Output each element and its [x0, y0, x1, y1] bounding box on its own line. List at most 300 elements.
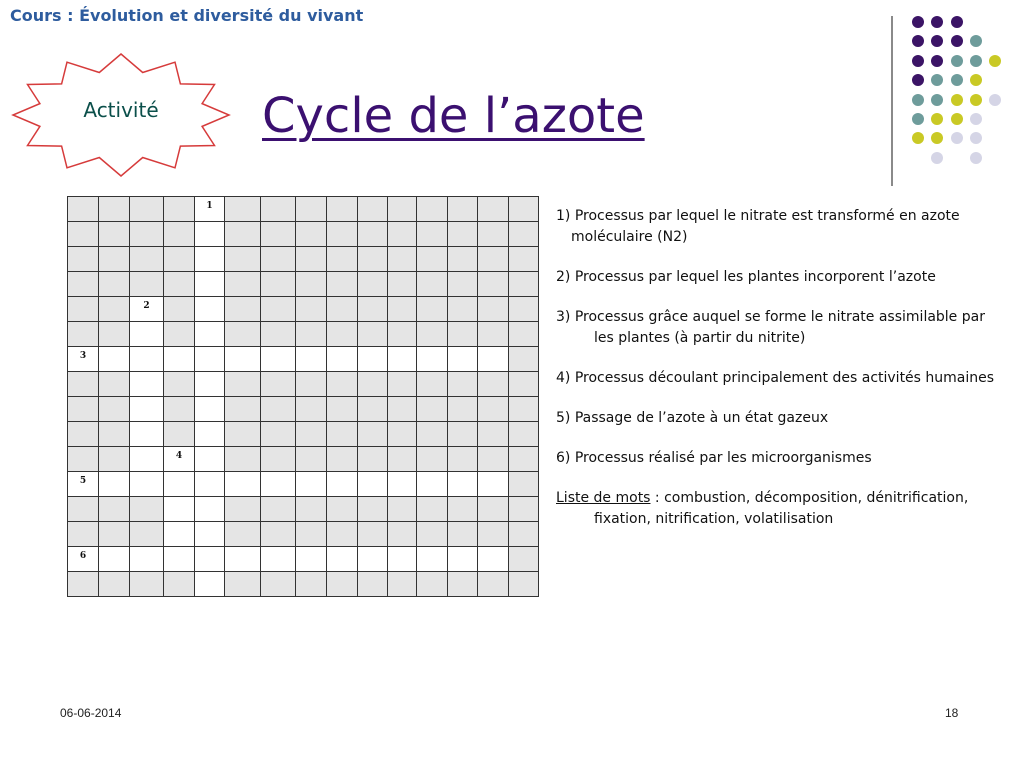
blank-cell — [68, 497, 99, 522]
blank-cell — [68, 522, 99, 547]
blank-cell — [296, 422, 327, 447]
clue-item-text: Processus réalisé par les microorganismes — [574, 450, 872, 466]
blank-cell — [509, 197, 539, 222]
blank-cell — [225, 297, 261, 322]
blank-cell — [509, 322, 539, 347]
blank-cell — [509, 397, 539, 422]
blank-cell — [358, 447, 388, 472]
answer-cell[interactable] — [225, 472, 261, 497]
dot-lavender — [970, 152, 982, 164]
blank-cell — [509, 422, 539, 447]
answer-cell[interactable] — [225, 547, 261, 572]
grid-row — [68, 322, 539, 347]
blank-cell — [388, 247, 417, 272]
blank-cell — [358, 497, 388, 522]
dot-lavender — [970, 132, 982, 144]
blank-cell — [68, 397, 99, 422]
blank-cell — [225, 372, 261, 397]
blank-cell — [99, 247, 130, 272]
blank-cell — [130, 247, 164, 272]
answer-cell[interactable] — [130, 547, 164, 572]
blank-cell — [478, 522, 509, 547]
blank-cell — [68, 572, 99, 597]
blank-cell — [164, 272, 195, 297]
answer-cell[interactable] — [195, 222, 225, 247]
blank-cell — [261, 222, 296, 247]
word-list — [556, 488, 996, 530]
blank-cell — [478, 497, 509, 522]
blank-cell — [358, 322, 388, 347]
answer-cell[interactable] — [164, 522, 195, 547]
blank-cell — [478, 572, 509, 597]
grid-row — [68, 447, 539, 472]
blank-cell — [261, 522, 296, 547]
grid-row — [68, 222, 539, 247]
blank-cell — [225, 447, 261, 472]
blank-cell — [296, 197, 327, 222]
blank-cell — [296, 497, 327, 522]
blank-cell — [509, 497, 539, 522]
dot-yellow — [951, 94, 963, 106]
blank-cell — [130, 572, 164, 597]
answer-cell[interactable] — [195, 372, 225, 397]
answer-cell[interactable] — [99, 347, 130, 372]
blank-cell — [388, 447, 417, 472]
answer-cell[interactable] — [195, 322, 225, 347]
blank-cell — [261, 272, 296, 297]
blank-cell — [68, 222, 99, 247]
answer-cell[interactable] — [68, 472, 99, 497]
blank-cell — [448, 572, 478, 597]
answer-cell[interactable] — [195, 297, 225, 322]
blank-cell — [164, 397, 195, 422]
blank-cell — [358, 247, 388, 272]
blank-cell — [417, 297, 448, 322]
grid-row — [68, 422, 539, 447]
answer-cell[interactable] — [448, 547, 478, 572]
clue-item — [556, 206, 996, 248]
blank-cell — [358, 572, 388, 597]
blank-cell — [261, 322, 296, 347]
grid-row — [68, 497, 539, 522]
answer-cell[interactable] — [195, 497, 225, 522]
blank-cell — [509, 472, 539, 497]
blank-cell — [509, 222, 539, 247]
answer-cell[interactable] — [195, 247, 225, 272]
blank-cell — [99, 447, 130, 472]
dot-purple — [912, 55, 924, 67]
blank-cell — [164, 372, 195, 397]
blank-cell — [99, 522, 130, 547]
clue-number: 5 — [79, 476, 87, 486]
clue-item-text: Processus par lequel le nitrate est transformé en azote moléculaire (N2) — [571, 208, 960, 245]
blank-cell — [164, 422, 195, 447]
dot-teal — [970, 55, 982, 67]
blank-cell — [417, 272, 448, 297]
word-list-words: combustion, décomposition, dénitrification, fixation, nitrification, volatilisation — [594, 490, 969, 527]
blank-cell — [448, 272, 478, 297]
clue-item-number: 4) — [556, 370, 571, 386]
answer-cell[interactable] — [130, 397, 164, 422]
blank-cell — [225, 247, 261, 272]
dot-purple — [931, 55, 943, 67]
answer-cell[interactable] — [164, 472, 195, 497]
dot-purple — [931, 16, 943, 28]
answer-cell[interactable] — [327, 547, 358, 572]
clue-item-number: 1) — [556, 208, 571, 224]
clue-item-number: 6) — [556, 450, 571, 466]
blank-cell — [448, 197, 478, 222]
word-list-separator: : — [650, 490, 665, 506]
blank-cell — [388, 572, 417, 597]
answer-cell[interactable] — [448, 472, 478, 497]
blank-cell — [417, 422, 448, 447]
answer-cell[interactable] — [327, 347, 358, 372]
blank-cell — [478, 447, 509, 472]
answer-cell[interactable] — [478, 547, 509, 572]
blank-cell — [417, 447, 448, 472]
blank-cell — [99, 222, 130, 247]
dot-yellow — [970, 74, 982, 86]
blank-cell — [478, 247, 509, 272]
blank-cell — [327, 197, 358, 222]
answer-cell[interactable] — [448, 347, 478, 372]
clue-number: 1 — [206, 201, 213, 211]
blank-cell — [164, 322, 195, 347]
answer-cell[interactable] — [99, 547, 130, 572]
blank-cell — [478, 422, 509, 447]
blank-cell — [296, 372, 327, 397]
blank-cell — [448, 422, 478, 447]
blank-cell — [261, 297, 296, 322]
blank-cell — [388, 522, 417, 547]
dot-yellow — [951, 113, 963, 125]
blank-cell — [225, 497, 261, 522]
crossword-grid — [67, 196, 539, 597]
blank-cell — [478, 372, 509, 397]
activity-badge — [10, 52, 232, 178]
dot-yellow — [970, 94, 982, 106]
blank-cell — [417, 497, 448, 522]
dot-purple — [912, 16, 924, 28]
footer-date: 06-06-2014 — [60, 706, 122, 720]
answer-cell[interactable] — [358, 472, 388, 497]
blank-cell — [225, 572, 261, 597]
blank-cell — [448, 322, 478, 347]
answer-cell[interactable] — [164, 347, 195, 372]
dot-yellow — [989, 55, 1001, 67]
clue-item-text: Processus grâce auquel se forme le nitrate assimilable par les plantes (à partir du nitrite) — [574, 309, 985, 346]
blank-cell — [296, 572, 327, 597]
answer-cell[interactable] — [296, 347, 327, 372]
clue-item — [556, 368, 996, 389]
dot-purple — [931, 35, 943, 47]
divider-line — [891, 16, 893, 186]
answer-cell[interactable] — [130, 422, 164, 447]
blank-cell — [68, 197, 99, 222]
blank-cell — [130, 497, 164, 522]
slide-number: 18 — [945, 706, 959, 720]
answer-cell[interactable] — [358, 347, 388, 372]
dot-teal — [970, 35, 982, 47]
dot-yellow — [931, 132, 943, 144]
answer-cell[interactable] — [417, 472, 448, 497]
dot-teal — [912, 94, 924, 106]
clue-item-number: 5) — [556, 410, 571, 426]
answer-cell[interactable] — [130, 322, 164, 347]
blank-cell — [164, 297, 195, 322]
blank-cell — [225, 222, 261, 247]
answer-cell[interactable] — [296, 547, 327, 572]
blank-cell — [327, 422, 358, 447]
blank-cell — [327, 322, 358, 347]
blank-cell — [99, 497, 130, 522]
answer-cell[interactable] — [261, 472, 296, 497]
blank-cell — [448, 447, 478, 472]
blank-cell — [509, 547, 539, 572]
blank-cell — [327, 372, 358, 397]
blank-cell — [448, 297, 478, 322]
blank-cell — [68, 422, 99, 447]
blank-cell — [225, 522, 261, 547]
blank-cell — [296, 272, 327, 297]
answer-cell[interactable] — [164, 547, 195, 572]
blank-cell — [388, 197, 417, 222]
answer-cell[interactable] — [358, 547, 388, 572]
blank-cell — [509, 272, 539, 297]
blank-cell — [417, 372, 448, 397]
blank-cell — [327, 397, 358, 422]
grid-row — [68, 272, 539, 297]
blank-cell — [388, 322, 417, 347]
blank-cell — [130, 197, 164, 222]
blank-cell — [296, 447, 327, 472]
clue-item — [556, 408, 996, 429]
clue-item-number: 2) — [556, 269, 571, 285]
blank-cell — [448, 397, 478, 422]
blank-cell — [358, 422, 388, 447]
blank-cell — [225, 272, 261, 297]
grid-row — [68, 197, 539, 222]
dot-teal — [931, 94, 943, 106]
answer-cell[interactable] — [417, 347, 448, 372]
blank-cell — [99, 372, 130, 397]
blank-cell — [68, 272, 99, 297]
blank-cell — [225, 422, 261, 447]
dot-purple — [912, 74, 924, 86]
clue-item — [556, 307, 996, 349]
grid-row — [68, 372, 539, 397]
blank-cell — [388, 372, 417, 397]
answer-cell[interactable] — [195, 347, 225, 372]
answer-cell[interactable] — [388, 547, 417, 572]
blank-cell — [327, 222, 358, 247]
blank-cell — [448, 522, 478, 547]
answer-cell[interactable] — [130, 297, 164, 322]
blank-cell — [225, 322, 261, 347]
blank-cell — [99, 272, 130, 297]
blank-cell — [261, 372, 296, 397]
dot-lavender — [989, 94, 1001, 106]
blank-cell — [261, 497, 296, 522]
blank-cell — [99, 422, 130, 447]
blank-cell — [327, 522, 358, 547]
blank-cell — [417, 572, 448, 597]
blank-cell — [261, 197, 296, 222]
answer-cell[interactable] — [130, 372, 164, 397]
course-header: Cours : Évolution et diversité du vivant — [10, 6, 364, 25]
badge-label: Activité — [83, 98, 159, 122]
blank-cell — [417, 322, 448, 347]
blank-cell — [358, 197, 388, 222]
blank-cell — [509, 522, 539, 547]
blank-cell — [478, 397, 509, 422]
blank-cell — [164, 572, 195, 597]
blank-cell — [388, 497, 417, 522]
blank-cell — [164, 197, 195, 222]
clue-number: 3 — [79, 351, 87, 361]
answer-cell[interactable] — [68, 347, 99, 372]
dot-purple — [951, 35, 963, 47]
clue-item — [556, 267, 996, 288]
answer-cell[interactable] — [296, 472, 327, 497]
blank-cell — [296, 322, 327, 347]
dot-lavender — [931, 152, 943, 164]
blank-cell — [358, 397, 388, 422]
blank-cell — [448, 222, 478, 247]
answer-cell[interactable] — [478, 347, 509, 372]
answer-cell[interactable] — [261, 547, 296, 572]
blank-cell — [261, 422, 296, 447]
dot-teal — [931, 74, 943, 86]
blank-cell — [164, 222, 195, 247]
blank-cell — [417, 397, 448, 422]
clue-item-text: Processus par lequel les plantes incorporent l’azote — [574, 269, 936, 285]
blank-cell — [327, 497, 358, 522]
dot-teal — [951, 74, 963, 86]
answer-cell[interactable] — [130, 447, 164, 472]
dot-teal — [951, 55, 963, 67]
grid-row — [68, 572, 539, 597]
clue-number: 2 — [143, 301, 150, 311]
blank-cell — [478, 322, 509, 347]
dot-lavender — [951, 132, 963, 144]
answer-cell[interactable] — [195, 397, 225, 422]
answer-cell[interactable] — [195, 472, 225, 497]
blank-cell — [358, 297, 388, 322]
blank-cell — [509, 447, 539, 472]
clue-item-text: Passage de l’azote à un état gazeux — [574, 410, 829, 426]
blank-cell — [478, 197, 509, 222]
answer-cell[interactable] — [164, 447, 195, 472]
answer-cell[interactable] — [195, 522, 225, 547]
grid-row — [68, 397, 539, 422]
blank-cell — [509, 372, 539, 397]
blank-cell — [327, 297, 358, 322]
blank-cell — [327, 247, 358, 272]
blank-cell — [296, 297, 327, 322]
clue-number: 4 — [175, 451, 183, 461]
blank-cell — [261, 572, 296, 597]
answer-cell[interactable] — [68, 547, 99, 572]
blank-cell — [358, 522, 388, 547]
blank-cell — [327, 272, 358, 297]
blank-cell — [261, 397, 296, 422]
blank-cell — [509, 347, 539, 372]
blank-cell — [388, 297, 417, 322]
blank-cell — [68, 322, 99, 347]
answer-cell[interactable] — [327, 472, 358, 497]
answer-cell[interactable] — [478, 472, 509, 497]
blank-cell — [327, 572, 358, 597]
blank-cell — [225, 197, 261, 222]
blank-cell — [261, 447, 296, 472]
answer-cell[interactable] — [195, 447, 225, 472]
blank-cell — [99, 297, 130, 322]
blank-cell — [130, 522, 164, 547]
clue-list — [556, 206, 996, 549]
blank-cell — [417, 222, 448, 247]
answer-cell[interactable] — [261, 347, 296, 372]
answer-cell[interactable] — [195, 547, 225, 572]
answer-cell[interactable] — [417, 547, 448, 572]
dot-purple — [912, 35, 924, 47]
answer-cell[interactable] — [388, 472, 417, 497]
blank-cell — [417, 247, 448, 272]
answer-cell[interactable] — [195, 272, 225, 297]
answer-cell[interactable] — [164, 497, 195, 522]
answer-cell[interactable] — [388, 347, 417, 372]
blank-cell — [358, 272, 388, 297]
clue-item-text: Processus découlant principalement des activités humaines — [574, 370, 995, 386]
answer-cell[interactable] — [99, 472, 130, 497]
dot-lavender — [970, 113, 982, 125]
answer-cell[interactable] — [225, 347, 261, 372]
answer-cell[interactable] — [195, 197, 225, 222]
blank-cell — [68, 447, 99, 472]
answer-cell[interactable] — [130, 472, 164, 497]
blank-cell — [130, 222, 164, 247]
blank-cell — [358, 372, 388, 397]
blank-cell — [296, 522, 327, 547]
blank-cell — [478, 272, 509, 297]
blank-cell — [478, 222, 509, 247]
grid-row — [68, 472, 539, 497]
clue-item-number: 3) — [556, 309, 571, 325]
blank-cell — [509, 572, 539, 597]
blank-cell — [327, 447, 358, 472]
grid-row — [68, 247, 539, 272]
blank-cell — [448, 497, 478, 522]
blank-cell — [164, 247, 195, 272]
blank-cell — [99, 397, 130, 422]
dot-teal — [912, 113, 924, 125]
dot-purple — [951, 16, 963, 28]
answer-cell[interactable] — [195, 422, 225, 447]
blank-cell — [417, 522, 448, 547]
blank-cell — [261, 247, 296, 272]
blank-cell — [99, 322, 130, 347]
answer-cell[interactable] — [195, 572, 225, 597]
blank-cell — [478, 297, 509, 322]
grid-row — [68, 547, 539, 572]
answer-cell[interactable] — [130, 347, 164, 372]
blank-cell — [448, 247, 478, 272]
blank-cell — [388, 422, 417, 447]
grid-row — [68, 522, 539, 547]
blank-cell — [509, 247, 539, 272]
clue-number: 6 — [79, 551, 87, 561]
